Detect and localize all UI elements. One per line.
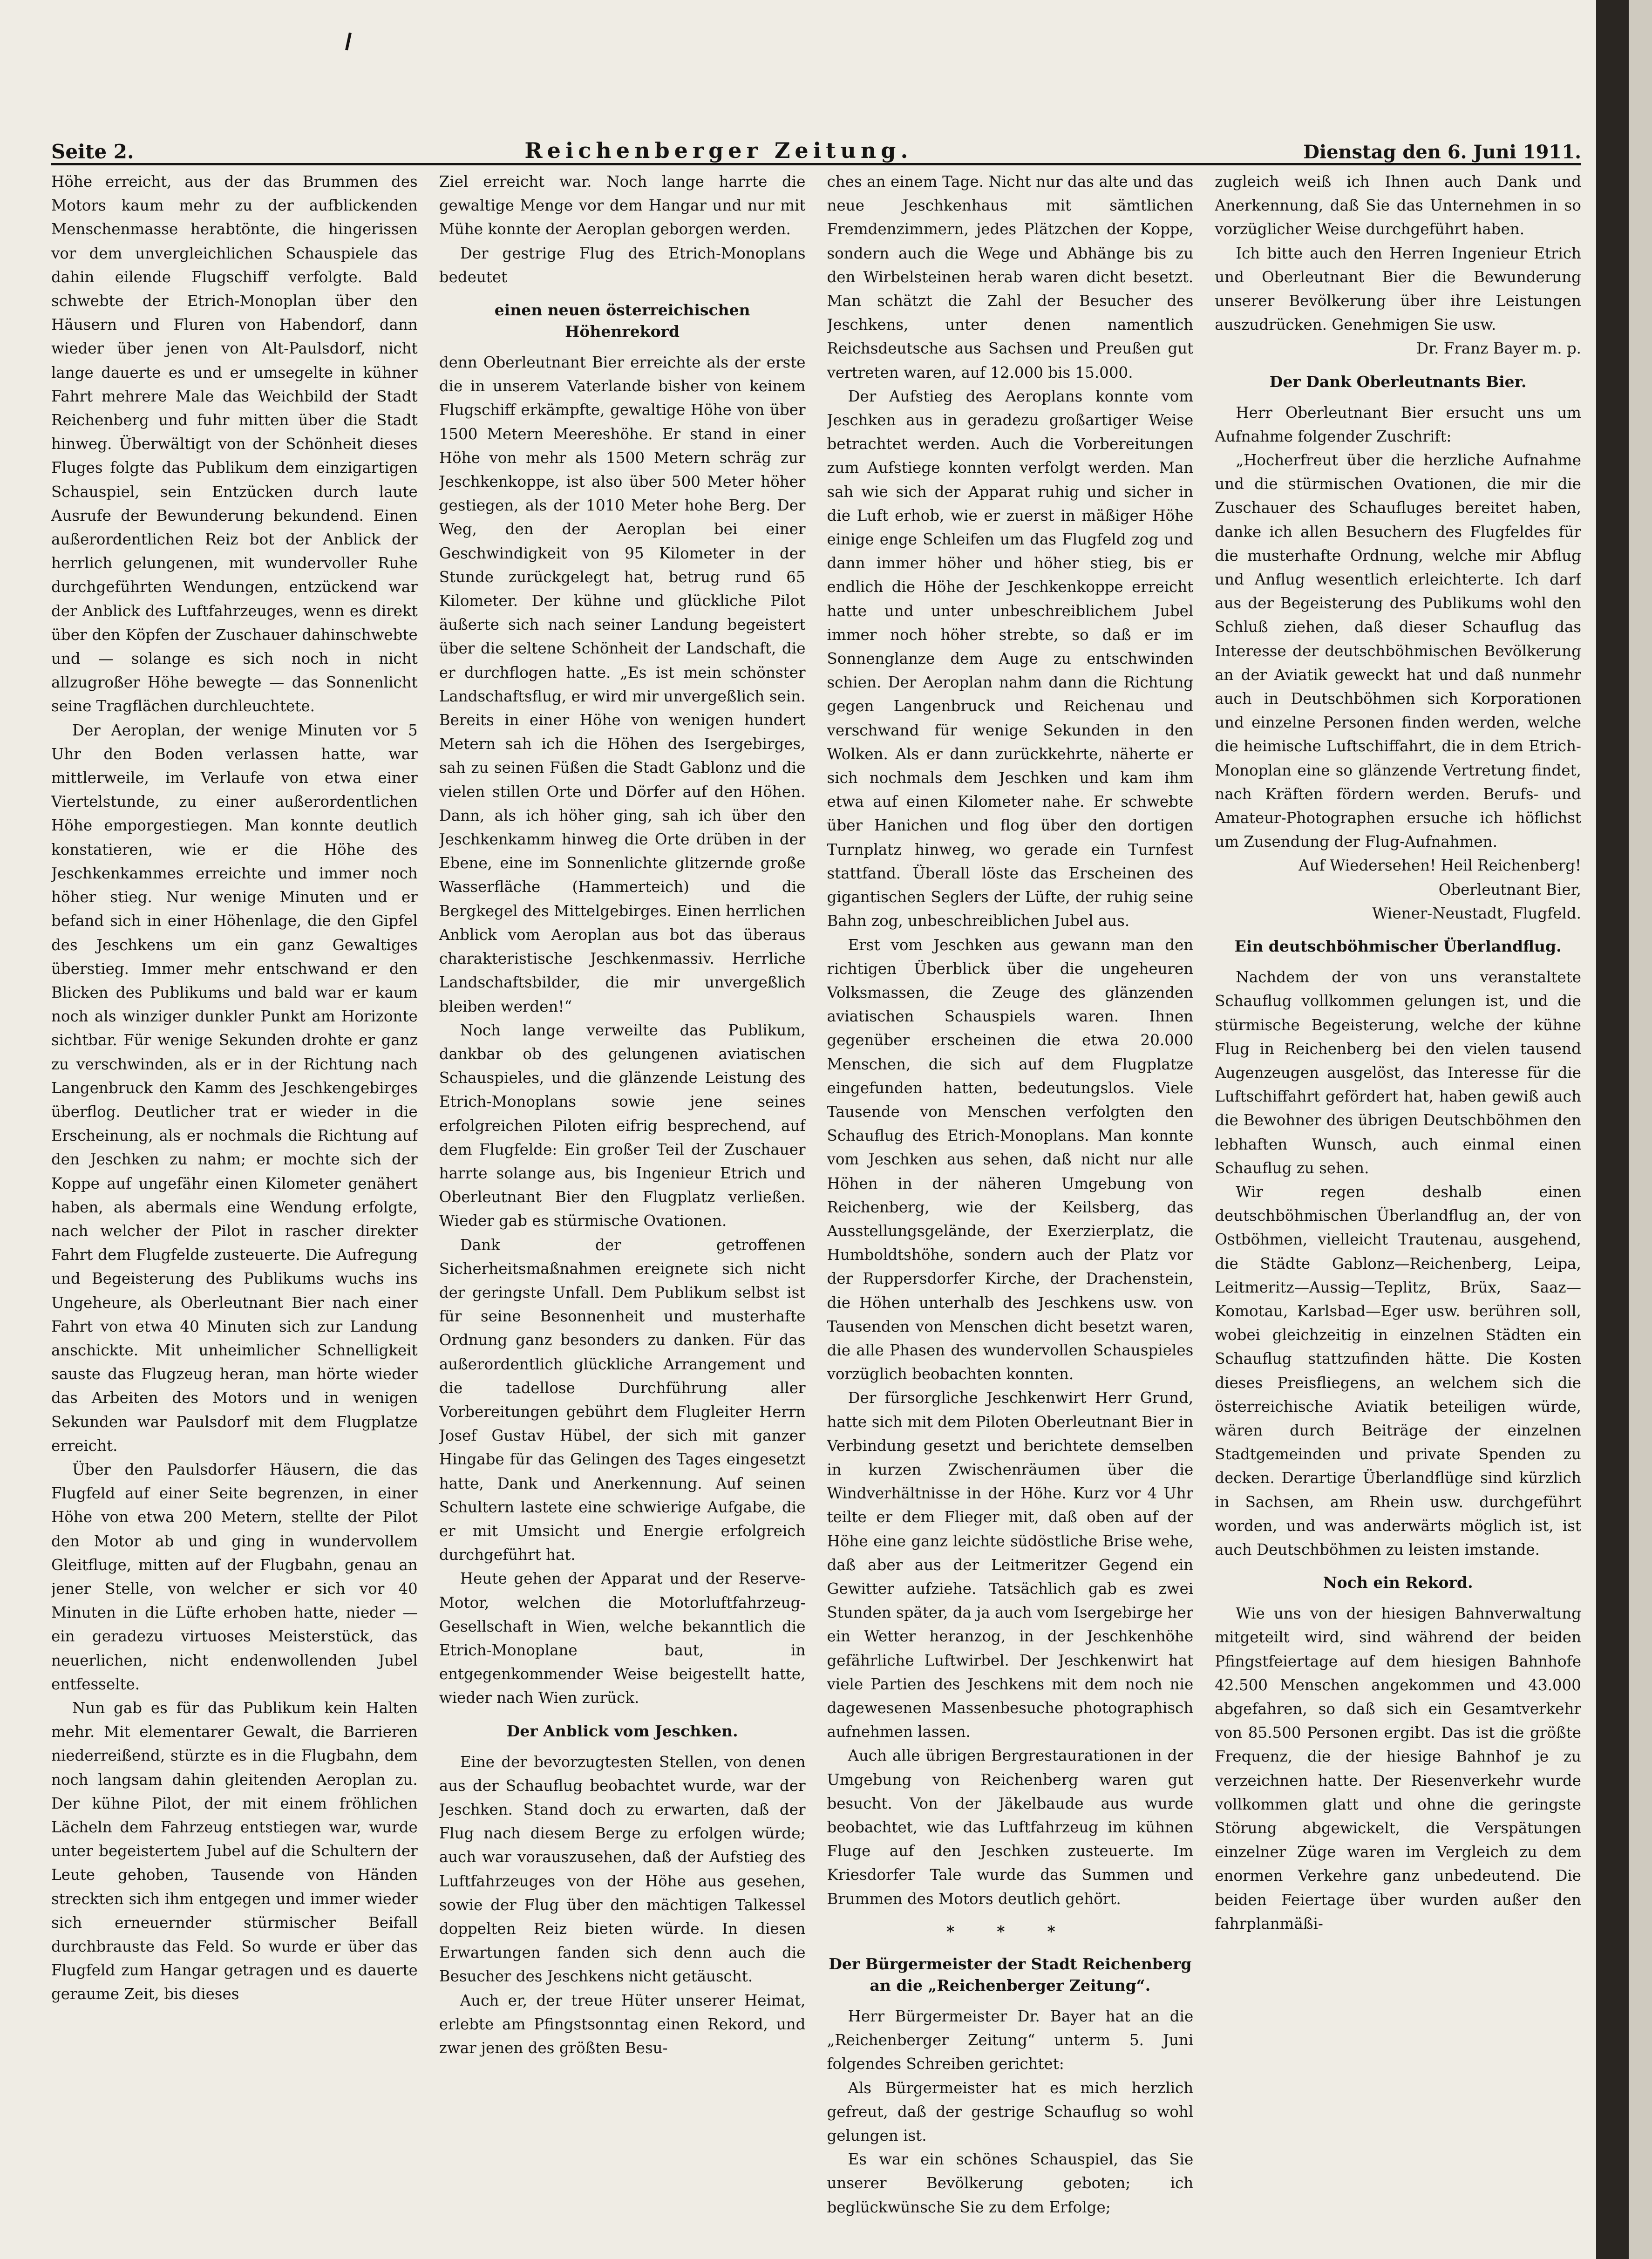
paragraph: denn Oberleutnant Bier erreichte als der erste die in unserem Vaterlande bisher von keinem Flugschiff erkämpfte, gewaltige Höhe von über 1500 Metern Meereshöhe. Er stand in einer Höhe von mehr als 1500 Metern schräg zur Jeschkenkoppe, ist also über 500 Meter höher gestiegen, als der 1010 Meter hohe Berg. Der Weg, den der Aeroplan bei einer Geschwindigkeit von 95 Kilometer in der Stunde zurückgelegt hat, betrug rund 65 Kilometer. Der kühne und glückliche Pilot äußerte sich nach seiner Landung begeistert über die seltene Schönheit der Landschaft, die er durchflogen hatte. „Es ist mein schönster Landschaftsflug, er wird mir unvergeßlich sein. Bereits in einer Höhe von wenigen hundert Metern sah ich die Höhen des Isergebirges, sah zu seinen Füßen die Stadt Gablonz und die vielen stillen Orte und Dörfer auf den Höhen. Dann, als ich höher ging, sah ich über den Jeschkenkamm hinweg die Orte drüben in der Ebene, eine im Sonnenlichte glitzernde große Wasserfläche (Hammerteich) und die Bergkegel des Mittelgebirges. Einen herrlichen Anblick vom Aeroplan aus bot das überaus charakteristische Jeschkenmassiv. Herrliche Landschaftsbilder, die mir unvergeßlich bleiben werden!“ — [439, 354, 806, 1015]
section-heading: einen neuen österreichischen Höhenrekord — [494, 301, 750, 341]
newspaper-page — [51, 119, 1581, 2243]
paragraph: „Hocherfreut über die herzliche Aufnahme und die stürmischen Ovationen, die mir die Zuschauer des Schaufluges bereitet haben, danke ich allen Besuchern des Flugfeldes für die musterhafte Ordnung, welche mir Abflug und Anflug wesentlich erleichterte. Ich darf aus der Begeisterung des Publikums wohl den Schluß ziehen, daß dieser Schauflug das Interesse der deutschböhmischen Bevölkerung an der Aviatik geweckt hat und daß nunmehr auch in Deutschböhmen sich Korporationen und einzelne Personen finden werden, welche die heimische Luftschiffahrt, die in dem Etrich-Monoplan eine so glänzende Vertretung findet, nach Kräften fördern werden. Berufs- und Amateur-Photographen ersuche ich höflichst um Zusendung der Flug-Aufnahmen. — [1215, 451, 1581, 851]
ink-mark — [345, 33, 352, 50]
paragraph: Auch alle übrigen Bergrestaurationen in der Umgebung von Reichenberg waren gut besucht. Von der Jäkelbaude aus wurde beobachtet, wie das Luftfahrzeug im kühnen Fluge auf den Jeschken zusteuerte. Im Kriesdorfer Tale wurde das Summen und Brummen des Motors deutlich gehört. — [827, 1747, 1194, 1908]
signature: Dr. Franz Bayer m. p. — [1416, 340, 1581, 358]
paragraph: Über den Paulsdorfer Häusern, die das Flugfeld auf einer Seite begrenzen, in einer Höhe von etwa 200 Metern, stellte der Pilot den Motor ab und ging in wundervollem Gleitfluge, mitten auf der Flugbahn, genau an jener Stelle, von welcher er sich vor 40 Minuten in die Lüfte erhoben hatte, nieder — ein geradezu virtuoses Meisterstück, das neuerlichen, nicht endenwollenden Jubel entfesselte. — [51, 1460, 418, 1693]
page-number: Seite 2. — [51, 140, 134, 163]
paragraph: Eine der bevorzugtesten Stellen, von denen aus der Schauflug beobachtet wurde, war der Jeschken. Stand doch zu erwarten, daß der Flug nach diesem Berge zu erfolgen würde; auch war vorauszusehen, daß der Aufstieg des Luftfahrzeuges von der Höhe aus gesehen, sowie der Flug über den mächtigen Talkessel doppelten Reiz bieten würde. In diesen Erwartungen fanden sich denn auch die Besucher des Jeschkens nicht getäuscht. — [439, 1753, 806, 1986]
paragraph: Erst vom Jeschken aus gewann man den richtigen Überblick über die ungeheuren Volksmassen, die Zeuge des glänzenden aviatischen Schauspiels waren. Ihnen gegenüber erscheinen die etwa 20.000 Menschen, die sich auf dem Flugplatze eingefunden hatten, bedeutungslos. Viele Tausende von Menschen verfolgten den Schauflug des Etrich-Monoplans. Man konnte vom Jeschken aus sehen, daß nicht nur alle Höhen in der näheren Umgebung von Reichenberg, wie der Keilsberg, das Ausstellungsgelände, der Exerzierplatz, die Humboldtshöhe, sondern auch der Platz vor der Ruppersdorfer Kirche, der Drachenstein, die Höhen unterhalb des Jeschkens usw. von Tausenden von Menschen dicht besetzt waren, die alle Phasen des wundervollen Schauspieles vorzüglich beobachten konnten. — [827, 936, 1194, 1383]
paragraph: Herr Oberleutnant Bier ersucht uns um Aufnahme folgender Zuschrift: — [1215, 403, 1581, 445]
paragraph: Der fürsorgliche Jeschkenwirt Herr Grund, hatte sich mit dem Piloten Oberleutnant Bier in Verbindung gesetzt und berichtete demselben in kurzen Zwischenräumen über die Windverhältnisse in der Höhe. Kurz vor 4 Uhr teilte er dem Flieger mit, daß oben auf der Höhe eine ganz leichte südöstliche Brise wehe, daß aber aus der Leitmeritzer Gegend ein Gewitter aufziehe. Tatsächlich gab es zwei Stunden später, da ja auch vom Isergebirge her ein Wetter heranzog, in der Jeschkenhöhe gefährliche Luftwirbel. Der Jeschkenwirt hat viele Partien des Jeschkens mit dem noch nie dagewesenen Massenbesuche photographisch aufnehmen lassen. — [827, 1389, 1194, 1741]
column-1 — [51, 170, 418, 2238]
paragraph: Heute gehen der Apparat und der Reserve-Motor, welchen die Motorluftfahrzeug-Gesellschaft in Wien, welche bekanntlich die Etrich-Monoplane baut, in entgegenkommender Weise beigestellt hatte, wieder nach Wien zurück. — [439, 1570, 806, 1707]
section-heading: Der Bürgermeister der Stadt Reichenberg an die „Reichenberger Zeitung“. — [829, 1955, 1192, 1995]
column-3 — [827, 170, 1194, 2238]
paragraph: Wie uns von der hiesigen Bahnverwaltung mitgeteilt wird, sind während der beiden Pfingstfeiertage auf dem hiesigen Bahnhofe 42.500 Menschen angekommen und 43.000 abgefahren, so daß sich ein Gesamtverkehr von 85.500 Personen ergibt. Das ist die größte Frequenz, die der hiesige Bahnhof je zu verzeichnen hatte. Der Riesenverkehr wurde vollkommen glatt und ohne die geringste Störung abgewickelt, die Verspätungen einzelner Züge waren im Vergleich zu dem enormen Verkehre ganz unbedeutend. Die beiden Feiertage über wurden außer den fahrplanmäßi- — [1215, 1605, 1581, 1932]
column-4 — [1215, 170, 1581, 2238]
scan-edge-shadow — [1596, 0, 1629, 2259]
newspaper-title: Reichenberger Zeitung. — [524, 138, 913, 163]
column-2 — [439, 170, 806, 2238]
section-divider: * * * — [946, 1922, 1074, 1940]
paragraph: Dank der getroffenen Sicherheitsmaßnahmen ereignete sich nicht der geringste Unfall. Dem Publikum selbst ist für seine Besonnenheit und musterhafte Ordnung ganz besonders zu danken. Für das außerordentlich glückliche Arrangement und die tadellose Durchführung aller Vorbereitungen gebührt dem Flugleiter Herrn Josef Gustav Hübel, der sich mit ganzer Hingabe für das Gelingen des Tages eingesetzt hatte, Dank und Anerkennung. Auf seinen Schultern lastete eine schwierige Aufgabe, die er mit Umsicht und Energie erfolgreich durchgeführt hat. — [439, 1236, 806, 1564]
text-columns — [51, 170, 1581, 2238]
paragraph: Ich bitte auch den Herren Ingenieur Etrich und Oberleutnant Bier die Bewunderung unserer Bevölkerung über ihre Leistungen auszudrücken. Genehmigen Sie usw. — [1215, 244, 1581, 334]
masthead — [51, 119, 1581, 165]
paragraph: Der gestrige Flug des Etrich-Monoplans bedeutet — [439, 244, 806, 286]
paragraph: Auch er, der treue Hüter unserer Heimat, erlebte am Pfingstsonntag einen Rekord, und zwar jenen des größten Besu- — [439, 1991, 806, 2057]
paragraph: zugleich weiß ich Ihnen auch Dank und Anerkennung, daß Sie das Unternehmen in so vorzüglicher Weise durchgeführt haben. — [1215, 173, 1581, 238]
paragraph: ches an einem Tage. Nicht nur das alte und das neue Jeschkenhaus mit sämtlichen Fremdenzimmern, jedes Plätzchen der Koppe, sondern auch die Wege und Abhänge bis zu den Wirbelsteinen herab waren dicht besetzt. Man schätzt die Zahl der Besucher des Jeschkens, unter denen namentlich Reichsdeutsche aus Sachsen und Preußen gut vertreten waren, auf 12.000 bis 15.000. — [827, 173, 1194, 381]
paragraph: Wir regen deshalb einen deutschböhmischen Überlandflug an, der von Ostböhmen, vielleicht Trautenau, ausgehend, die Städte Gablonz—Reichenberg, Leipa, Leitmeritz—Aussig—Teplitz, Brüx, Saaz—Komotau, Karlsbad—Eger usw. berühren soll, wobei gleichzeitig in einzelnen Städten ein Schauflug stattzufinden hätte. Die Kosten dieses Preisfliegens, an welchem sich die österreichische Aviatik beteiligen würde, wären durch Beiträge der einzelnen Stadtgemeinden und private Spenden zu decken. Derartige Überlandflüge sind kürzlich in Sachsen, am Rhein usw. durchgeführt worden, und was anderwärts möglich ist, ist auch Deutschböhmen zu leisten imstande. — [1215, 1183, 1581, 1558]
paragraph: Ziel erreicht war. Noch lange harrte die gewaltige Menge vor dem Hangar und nur mit Mühe konnte der Aeroplan geborgen werden. — [439, 173, 806, 238]
issue-date: Dienstag den 6. Juni 1911. — [1303, 141, 1581, 163]
paragraph: Der Aufstieg des Aeroplans konnte vom Jeschken aus in geradezu großartiger Weise betrachtet werden. Auch die Vorbereitungen zum Aufstiege konnten verfolgt werden. Man sah wie sich der Apparat ruhig und sicher in die Luft erhob, wie er zuerst in mäßiger Höhe einige enge Schleifen um das Flugfeld zog und dann immer höher und höher stieg, bis er endlich die Höhe der Jeschkenkoppe erreicht hatte und unter unbeschreiblichem Jubel immer noch höher strebte, so daß er im Sonnenglanze dem Auge zu entschwinden schien. Der Aeroplan nahm dann die Richtung gegen Langenbruck und Reichenau und verschwand für wenige Sekunden in den Wolken. Als er dann zurückkehrte, näherte er sich nochmals dem Jeschken und kam ihm etwa auf einen Kilometer nahe. Er schwebte über Hanichen und flog über den dortigen Turnplatz hinweg, wo gerade ein Turnfest stattfand. Überall löste das Erscheinen des gigantischen Seglers der Lüfte, der ruhig seine Bahn zog, unbeschreiblichen Jubel aus. — [827, 387, 1194, 930]
signature: Wiener-Neustadt, Flugfeld. — [1372, 904, 1581, 922]
paragraph: Höhe erreicht, aus der das Brummen des Motors kaum mehr zu der aufblickenden Menschenmasse herabtönte, die hingerissen vor dem unvergleichlichen Schauspiele das dahin eilende Flugschiff verfolgte. Bald schwebte der Etrich-Monoplan über den Häusern und Fluren von Habendorf, dann wieder über jenen von Alt-Paulsdorf, nicht lange dauerte es und er umsegelte in kühner Fahrt mehrere Male das Weichbild der Stadt Reichenberg und fuhr mitten über die Stadt hinweg. Überwältigt von der Schönheit dieses Fluges folgte das Publikum dem einzigartigen Schauspiel, sein Entzücken durch laute Ausrufe der Bewunderung bekundend. Einen außerordentlichen Reiz bot der Anblick der herrlich gelungenen, mit wundervoller Ruhe durchgeführten Wendungen, entzückend war der Anblick des Luftfahrzeuges, wenn es direkt über den Köpfen der Zuschauer dahinschwebte und — solange es sich noch in nicht allzugroßer Höhe bewegte — das Sonnenlicht seine Tragflächen durchleuchtete. — [51, 173, 418, 715]
paragraph: Herr Bürgermeister Dr. Bayer hat an die „Reichenberger Zeitung“ unterm 5. Juni folgendes Schreiben gerichtet: — [827, 2007, 1194, 2073]
paragraph: Der Aeroplan, der wenige Minuten vor 5 Uhr den Boden verlassen hatte, war mittlerweile, im Verlaufe von etwa einer Viertelstunde, zu einer außerordentlichen Höhe emporgestiegen. Man konnte deutlich konstatieren, wie er die Höhe des Jeschkenkammes erreichte und immer noch höher stieg. Nur wenige Minuten und er befand sich in einer Höhenlage, die den Gipfel des Jeschkens um ein ganz Gewaltiges überstieg. Immer mehr entschwand er den Blicken des Publikums und bald war er kaum noch als winziger dunkler Punkt am Horizonte sichtbar. Für wenige Sekunden drohte er ganz zu verschwinden, als er in der Richtung nach Langenbruck den Kamm des Jeschkengebirges überflog. Deutlicher trat er wieder in die Erscheinung, als er nochmals die Richtung auf den Jeschken zu nahm; er mochte sich der Koppe auf ungefähr einen Kilometer genähert haben, als abermals eine Wendung erfolgte, nach welcher der Pilot in rascher direkter Fahrt dem Flugfelde zusteuerte. Die Aufregung und Begeisterung des Publikums wuchs ins Ungeheure, als Oberleutnant Bier nach einer Fahrt von etwa 40 Minuten sich zur Landung anschickte. Mit unheimlicher Schnelligkeit sauste das Flugzeug heran, man hörte wieder das Arbeiten des Motors und in wenigen Sekunden war Paulsdorf mit dem Flugplatze erreicht. — [51, 721, 418, 1455]
paragraph: Nun gab es für das Publikum kein Halten mehr. Mit elementarer Gewalt, die Barrieren niederreißend, stürzte es in die Flugbahn, dem noch langsam dahin gleitenden Aeroplan zu. Der kühne Pilot, der mit einem fröhlichen Lächeln dem Fahrzeug entstiegen war, wurde unter begeistertem Jubel auf die Schultern der Leute gehoben, Tausende von Händen streckten sich ihm entgegen und immer wieder sich erneuernder stürmischer Beifall durchbrauste das Feld. So wurde er über das Flugfeld zum Hangar getragen und es dauerte geraume Zeit, bis dieses — [51, 1699, 418, 2003]
paragraph: Als Bürgermeister hat es mich herzlich gefreut, daß der gestrige Schauflug so wohl gelungen ist. — [827, 2079, 1194, 2145]
paragraph: Noch lange verweilte das Publikum, dankbar ob des gelungenen aviatischen Schauspieles, und die glänzende Leistung des Etrich-Monoplans sowie jene seines erfolgreichen Piloten eifrig besprechend, auf dem Flugfelde: Ein großer Teil der Zuschauer harrte solange aus, bis Ingenieur Etrich und Oberleutnant Bier den Flugplatz verließen. Wieder gab es stürmische Ovationen. — [439, 1021, 806, 1230]
section-heading: Der Anblick vom Jeschken. — [506, 1721, 738, 1740]
signature: Oberleutnant Bier, — [1438, 880, 1581, 898]
paragraph: Nachdem der von uns veranstaltete Schauflug vollkommen gelungen ist, und die stürmische Begeisterung, welche der kühne Flug in Reichenberg bei den vielen tausend Augenzeugen ausgelöst, das Interesse für die Luftschiffahrt gefördert hat, haben gewiß auch die Bewohner des übrigen Deutschböhmen den lebhaften Wunsch, auch einmal einen Schauflug zu sehen. — [1215, 968, 1581, 1177]
paragraph: Es war ein schönes Schauspiel, das Sie unserer Bevölkerung geboten; ich beglückwünsche Sie zu dem Erfolge; — [827, 2150, 1194, 2216]
section-heading: Der Dank Oberleutnants Bier. — [1269, 372, 1527, 391]
section-heading: Ein deutschböhmischer Überlandflug. — [1234, 937, 1562, 956]
signature: Auf Wiedersehen! Heil Reichenberg! — [1298, 857, 1581, 875]
section-heading: Noch ein Rekord. — [1323, 1573, 1473, 1592]
